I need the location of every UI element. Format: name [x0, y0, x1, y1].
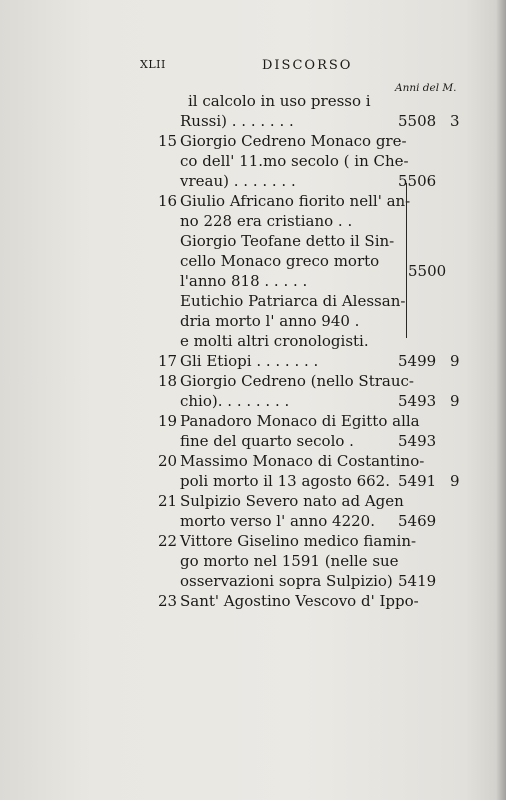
entry-text: il calcolo in uso presso i — [188, 92, 371, 110]
year-fraction: 9 — [450, 472, 460, 490]
entry-text: Russi) . . . . . . . — [180, 112, 294, 130]
entry-number: 17 — [158, 352, 178, 370]
year-value: 5506 — [398, 172, 437, 190]
grouping-brace — [396, 183, 407, 338]
running-head: DISCORSO — [262, 58, 353, 73]
entry-number: 21 — [158, 492, 178, 510]
entry-text: Gli Etiopi . . . . . . . — [180, 352, 319, 370]
entry-text: Sulpizio Severo nato ad Agen — [180, 492, 404, 510]
entry-text: cello Monaco greco morto — [180, 252, 380, 270]
year-value: 5499 — [398, 352, 437, 370]
entry-text: l'anno 818 . . . . . — [180, 272, 308, 290]
entry-text: e molti altri cronologisti. — [180, 332, 369, 350]
entry-number: 16 — [158, 192, 178, 210]
entry-number: 19 — [158, 412, 178, 430]
column-heading: Anni del M. — [395, 82, 457, 94]
entry-text: Giorgio Teofane detto il Sin- — [180, 232, 395, 250]
entry-text: go morto nel 1591 (nelle sue — [180, 552, 399, 570]
page-edge-shadow — [496, 0, 506, 800]
entry-number: 15 — [158, 132, 178, 150]
entry-text: Giorgio Cedreno (nello Strauc- — [180, 372, 414, 390]
entry-number: 18 — [158, 372, 178, 390]
entry-text: Giorgio Cedreno Monaco gre- — [180, 132, 407, 150]
entry-text: poli morto il 13 agosto 662. — [180, 472, 390, 490]
entry-text: Panadoro Monaco di Egitto alla — [180, 412, 420, 430]
entry-number: 23 — [158, 592, 178, 610]
entry-text: co dell' 11.mo secolo ( in Che- — [180, 152, 409, 170]
entry-text: Giulio Africano fiorito nell' an- — [180, 192, 411, 210]
year-fraction: 9 — [450, 352, 460, 370]
year-fraction: 3 — [450, 112, 460, 130]
year-value: 5493 — [398, 392, 437, 410]
entry-text: dria morto l' anno 940 . — [180, 312, 360, 330]
year-value: 5500 — [408, 262, 447, 280]
entry-text: chio). . . . . . . . — [180, 392, 290, 410]
year-value: 5491 — [398, 472, 437, 490]
entry-text: morto verso l' anno 4220. — [180, 512, 375, 530]
entry-number: 22 — [158, 532, 178, 550]
year-value: 5419 — [398, 572, 437, 590]
entry-text: osservazioni sopra Sulpizio) — [180, 572, 393, 590]
page-number: XLII — [140, 58, 166, 71]
entry-number: 20 — [158, 452, 178, 470]
entry-text: Eutichio Patriarca di Alessan- — [180, 292, 406, 310]
year-fraction: 9 — [450, 392, 460, 410]
entry-text: fine del quarto secolo . — [180, 432, 354, 450]
entry-text: Sant' Agostino Vescovo d' Ippo- — [180, 592, 419, 610]
year-value: 5493 — [398, 432, 437, 450]
entry-text: Vittore Giselino medico fiamin- — [180, 532, 417, 550]
entry-text: Massimo Monaco di Costantino- — [180, 452, 425, 470]
year-value: 5508 — [398, 112, 437, 130]
entry-text: no 228 era cristiano . . — [180, 212, 353, 230]
year-value: 5469 — [398, 512, 437, 530]
entry-text: vreau) . . . . . . . — [180, 172, 296, 190]
